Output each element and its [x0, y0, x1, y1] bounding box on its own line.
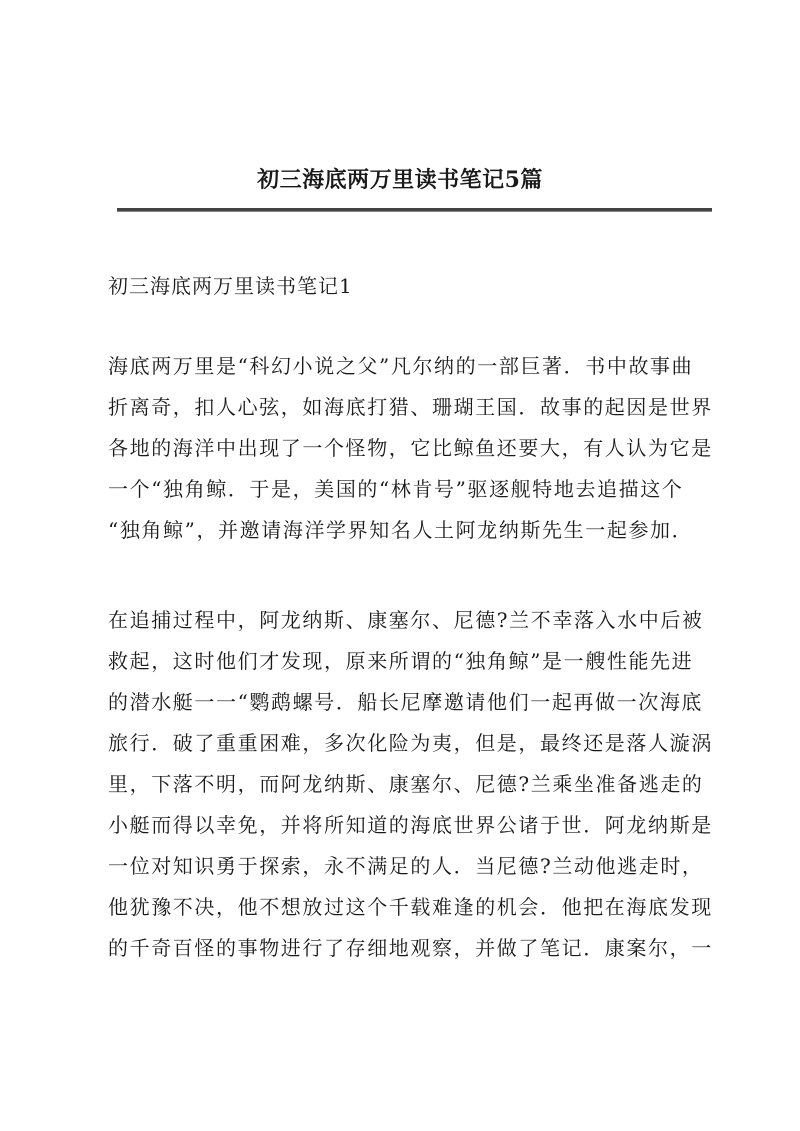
paragraph-line: 一个“独角鲸．于是，美国的“林肯号”驱逐舰特地去追描这个: [108, 477, 684, 501]
paragraph-line: “独角鲸”，并邀请海洋学界知名人土阿龙纳斯先生一起参加．: [108, 518, 694, 542]
paragraph-line: 他犹豫不决，他不想放过这个千载难逢的机会．他把在海底发现: [108, 895, 713, 919]
paragraph-line: 一位对知识勇于探索，永不满足的人．当尼德?兰动他逃走时，: [108, 854, 704, 878]
page-title: 初三海底两万里读书笔记5篇: [257, 167, 543, 193]
paragraph-line: 旅行．破了重重困难，多次化险为夷，但是，最终还是落人漩涡: [108, 731, 713, 755]
paragraph: [108, 346, 718, 551]
paragraph-line: 在追捕过程中，阿龙纳斯、康塞尔、尼德?兰不幸落入水中后被: [108, 608, 704, 632]
paragraph-line: 海底两万里是“科幻小说之父”凡尔纳的一部巨著．书中故事曲: [108, 354, 694, 378]
paragraph-line: 里，下落不明，而阿龙纳斯、康塞尔、尼德?兰乘坐准备逃走的: [108, 772, 704, 796]
paragraph-line: 救起，这时他们才发现，原来所谓的“独角鲸”是一艘性能先进: [108, 649, 694, 673]
paragraph-line: 各地的海洋中出现了一个怪物，它比鲸鱼还要大，有人认为它是: [108, 436, 713, 460]
paragraph-line: 的潜水艇一一“鹦鹉螺号．船长尼摩邀请他们一起再做一次海底: [108, 690, 704, 714]
paragraph: [108, 600, 718, 969]
title-divider: [117, 208, 712, 212]
paragraph-line: 的千奇百怪的事物进行了存细地观察，并做了笔记．康案尔，一: [108, 936, 713, 960]
paragraph-line: 折离奇，扣人心弦，如海底打猎、珊瑚王国．故事的起因是世界: [108, 395, 713, 419]
section-heading: 初三海底两万里读书笔记1: [108, 274, 353, 298]
paragraph-line: 小艇而得以幸免，并将所知道的海底世界公诸于世．阿龙纳斯是: [108, 813, 713, 837]
